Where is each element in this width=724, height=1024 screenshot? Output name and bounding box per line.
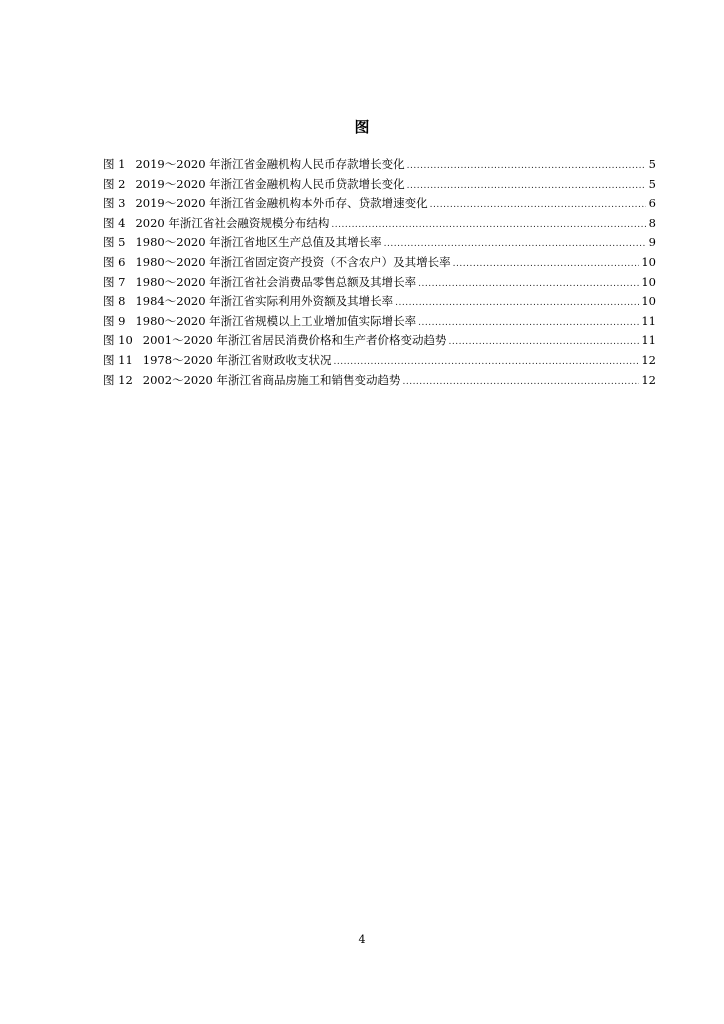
figure-number: 图 10 xyxy=(103,333,133,348)
toc-entry-1[interactable] xyxy=(103,155,656,175)
toc-entry-7[interactable] xyxy=(103,273,656,293)
figure-title: 1980～2020 年浙江省地区生产总值及其增长率 xyxy=(135,235,382,250)
figure-page-number: 11 xyxy=(641,313,656,328)
toc-entry-10[interactable] xyxy=(103,331,656,351)
toc-entry-2[interactable] xyxy=(103,175,656,195)
toc-entry-12[interactable] xyxy=(103,371,656,391)
figure-title: 1980～2020 年浙江省固定资产投资（不含农户）及其增长率 xyxy=(135,254,451,269)
toc-entry-3[interactable] xyxy=(103,194,656,214)
figure-number: 图 12 xyxy=(103,372,133,387)
figure-number: 图 3 xyxy=(103,196,126,211)
dot-leader xyxy=(407,157,646,177)
figure-number: 图 4 xyxy=(103,215,126,230)
toc-entry-11[interactable] xyxy=(103,351,656,371)
dot-leader xyxy=(418,314,639,334)
figure-title: 2019～2020 年浙江省金融机构人民币贷款增长变化 xyxy=(135,176,405,191)
dot-leader xyxy=(453,255,640,275)
figure-page-number: 5 xyxy=(648,157,656,171)
figure-title: 2001～2020 年浙江省居民消费价格和生产者价格变动趋势 xyxy=(142,333,447,348)
figure-page-number: 12 xyxy=(641,372,656,387)
figure-number: 图 5 xyxy=(103,235,126,250)
figure-title: 2020 年浙江省社会融资规模分布结构 xyxy=(135,215,330,230)
figure-number: 图 1 xyxy=(103,157,126,171)
figure-title: 1980～2020 年浙江省规模以上工业增加值实际增长率 xyxy=(135,313,417,328)
figure-page-number: 10 xyxy=(641,274,656,289)
figure-title: 1984～2020 年浙江省实际利用外资额及其增长率 xyxy=(135,294,394,309)
figure-page-number: 9 xyxy=(648,235,656,250)
figure-page-number: 8 xyxy=(648,215,656,230)
figure-page-number: 10 xyxy=(641,254,656,269)
figure-title: 1980～2020 年浙江省社会消费品零售总额及其增长率 xyxy=(135,274,417,289)
figure-number: 图 11 xyxy=(103,352,133,367)
toc-entry-5[interactable] xyxy=(103,233,656,253)
toc-entry-9[interactable] xyxy=(103,312,656,332)
figure-title: 2019～2020 年浙江省金融机构人民币存款增长变化 xyxy=(135,157,405,171)
figure-number: 图 7 xyxy=(103,274,126,289)
dot-leader xyxy=(395,294,639,314)
dot-leader xyxy=(407,177,646,197)
figure-title: 2019～2020 年浙江省金融机构本外币存、贷款增速变化 xyxy=(135,196,428,211)
figure-page-number: 12 xyxy=(641,352,656,367)
toc-entry-6[interactable] xyxy=(103,253,656,273)
figure-page-number: 11 xyxy=(641,333,656,348)
dot-leader xyxy=(418,275,639,295)
figure-number: 图 2 xyxy=(103,176,126,191)
figure-number: 图 6 xyxy=(103,254,126,269)
figure-page-number: 6 xyxy=(648,196,656,211)
figure-number: 图 8 xyxy=(103,294,126,309)
section-heading: 图 xyxy=(354,118,370,136)
dot-leader xyxy=(448,333,639,353)
page-number: 4 xyxy=(358,933,366,946)
dot-leader xyxy=(430,196,646,216)
figure-title: 2002～2020 年浙江省商品房施工和销售变动趋势 xyxy=(142,372,401,387)
toc-entry-4[interactable] xyxy=(103,214,656,234)
figure-page-number: 5 xyxy=(648,176,656,191)
figure-number: 图 9 xyxy=(103,313,126,328)
figure-page-number: 10 xyxy=(641,294,656,309)
dot-leader xyxy=(402,373,639,393)
toc-entry-8[interactable] xyxy=(103,292,656,312)
figure-list xyxy=(103,155,656,390)
figure-title: 1978～2020 年浙江省财政收支状况 xyxy=(142,352,332,367)
